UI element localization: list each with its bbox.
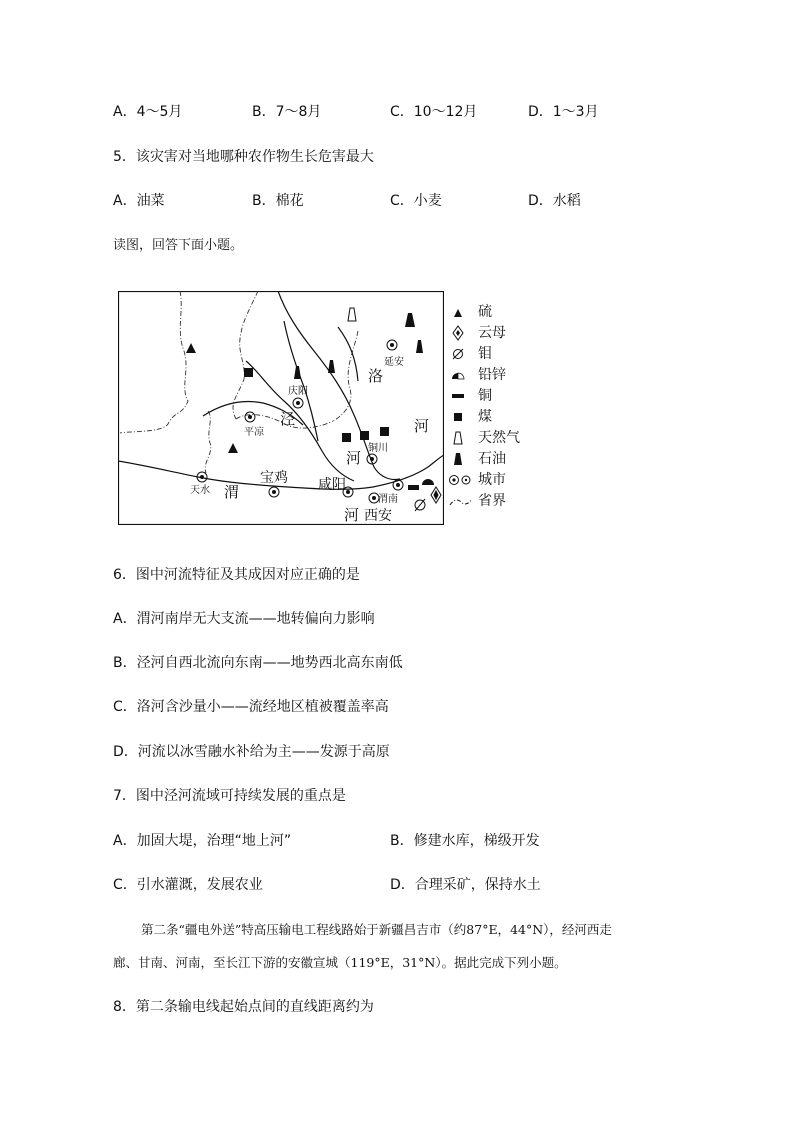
copper-symbol <box>408 485 419 490</box>
legend-label-copper: 铜 <box>478 388 492 404</box>
city-label-tongchuan: 铜川 <box>368 443 388 454</box>
map-intro: 读图，回答下面小题。 <box>113 238 244 253</box>
q8-stem: 8．第二条输电线起始点间的直线距离约为 <box>113 999 374 1015</box>
q6-option-b: B．泾河自西北流向东南——地势西北高东南低 <box>113 655 403 671</box>
legend-row-province-border <box>448 491 558 511</box>
oil-icon <box>448 449 474 469</box>
legend-label-molybdenum: 钼 <box>478 346 492 362</box>
coal-symbol-1 <box>244 368 253 377</box>
coal-symbol-3 <box>360 431 369 440</box>
passage-line-1: 第二条“疆电外送”特高压输电工程线路始于新疆昌吉市（约87°E，44°N），经河西走 <box>141 922 612 937</box>
q6-option-c: C．洛河含沙量小——流经地区植被覆盖率高 <box>113 699 389 715</box>
legend-label-coal: 煤 <box>478 409 492 425</box>
molybdenum-icon <box>448 344 474 364</box>
q4-option-d: D．1～3月 <box>528 104 599 120</box>
coal-icon <box>448 407 474 427</box>
river-map-svg <box>118 291 444 525</box>
legend-row-coal <box>448 407 558 427</box>
passage-line-2: 廊、甘南、河南，至长江下游的安徽宣城（119°E，31°N）。据此完成下列小题。 <box>113 955 567 970</box>
mica-icon <box>448 323 474 343</box>
q7-option-b: B．修建水库，梯级开发 <box>390 833 540 849</box>
legend-label-oil: 石油 <box>478 451 506 467</box>
lead-zinc-icon <box>448 365 474 385</box>
q7-option-c: C．引水灌溉，发展农业 <box>113 877 263 893</box>
copper-icon <box>448 386 474 406</box>
legend-label-natural-gas: 天然气 <box>478 430 520 446</box>
q6-option-d: D．河流以冰雪融水补给为主——发源于高原 <box>113 744 390 760</box>
river-label-jing-he: 河 <box>346 449 362 467</box>
river-map <box>118 291 444 525</box>
q5-stem: 5．该灾害对当地哪种农作物生长危害最大 <box>113 149 374 165</box>
legend-row-lead-zinc <box>448 365 558 385</box>
city-label-baoji: 宝鸡 <box>260 470 288 486</box>
q4-option-a: A．4～5月 <box>113 104 183 120</box>
q4-option-b: B．7～8月 <box>252 104 322 120</box>
city-label-weinan: 渭南 <box>378 494 398 505</box>
q6-stem: 6．图中河流特征及其成因对应正确的是 <box>113 567 360 583</box>
legend-row-copper <box>448 386 558 406</box>
river-label-wei: 渭 <box>224 483 240 501</box>
map-frame <box>119 292 444 525</box>
river-label-luo-he: 河 <box>414 417 430 435</box>
legend-row-sulfur <box>448 302 558 322</box>
q5-option-d: D．水稻 <box>528 193 581 209</box>
q5-option-c: C．小麦 <box>390 193 442 209</box>
city-label-yanan: 延安 <box>384 357 404 368</box>
city-label-pingliang: 平凉 <box>244 427 264 438</box>
q7-option-a: A．加固大堤，治理“地上河” <box>113 833 292 849</box>
legend-row-oil <box>448 449 558 469</box>
q7-stem: 7．图中泾河流域可持续发展的重点是 <box>113 788 346 804</box>
coal-symbol-2 <box>342 433 351 442</box>
city-label-xian: 西安 <box>364 508 392 524</box>
legend-row-mica <box>448 323 558 343</box>
river-label-wei-he: 河 <box>344 506 360 524</box>
legend-label-sulfur: 硫 <box>478 304 492 320</box>
city-label-xianyang: 咸阳 <box>318 477 346 493</box>
legend-row-city <box>448 470 558 490</box>
province-border-icon <box>448 491 474 511</box>
natural-gas-symbol <box>348 308 356 321</box>
legend-label-province-border: 省界 <box>478 493 506 509</box>
city-label-qingyang: 庆阳 <box>288 386 308 397</box>
sulfur-icon <box>448 302 474 322</box>
legend-label-lead-zinc: 铅锌 <box>478 367 506 383</box>
river-label-luo: 洛 <box>368 367 384 385</box>
city-label-tianshui: 天水 <box>190 485 210 496</box>
q4-option-c: C．10～12月 <box>390 104 478 120</box>
legend-label-mica: 云母 <box>478 325 506 341</box>
q6-option-a: A．渭河南岸无大支流——地转偏向力影响 <box>113 611 375 627</box>
legend-row-natural-gas <box>448 428 558 448</box>
legend-label-city: 城市 <box>478 472 506 488</box>
q7-option-d: D．合理采矿，保持水土 <box>390 877 541 893</box>
coal-symbol-4 <box>380 427 389 436</box>
legend-row-molybdenum <box>448 344 558 364</box>
natural-gas-icon <box>448 428 474 448</box>
city-icon <box>448 470 474 490</box>
river-label-jing: 泾 <box>280 410 296 428</box>
q5-option-a: A．油菜 <box>113 193 165 209</box>
q5-option-b: B．棉花 <box>252 193 304 209</box>
